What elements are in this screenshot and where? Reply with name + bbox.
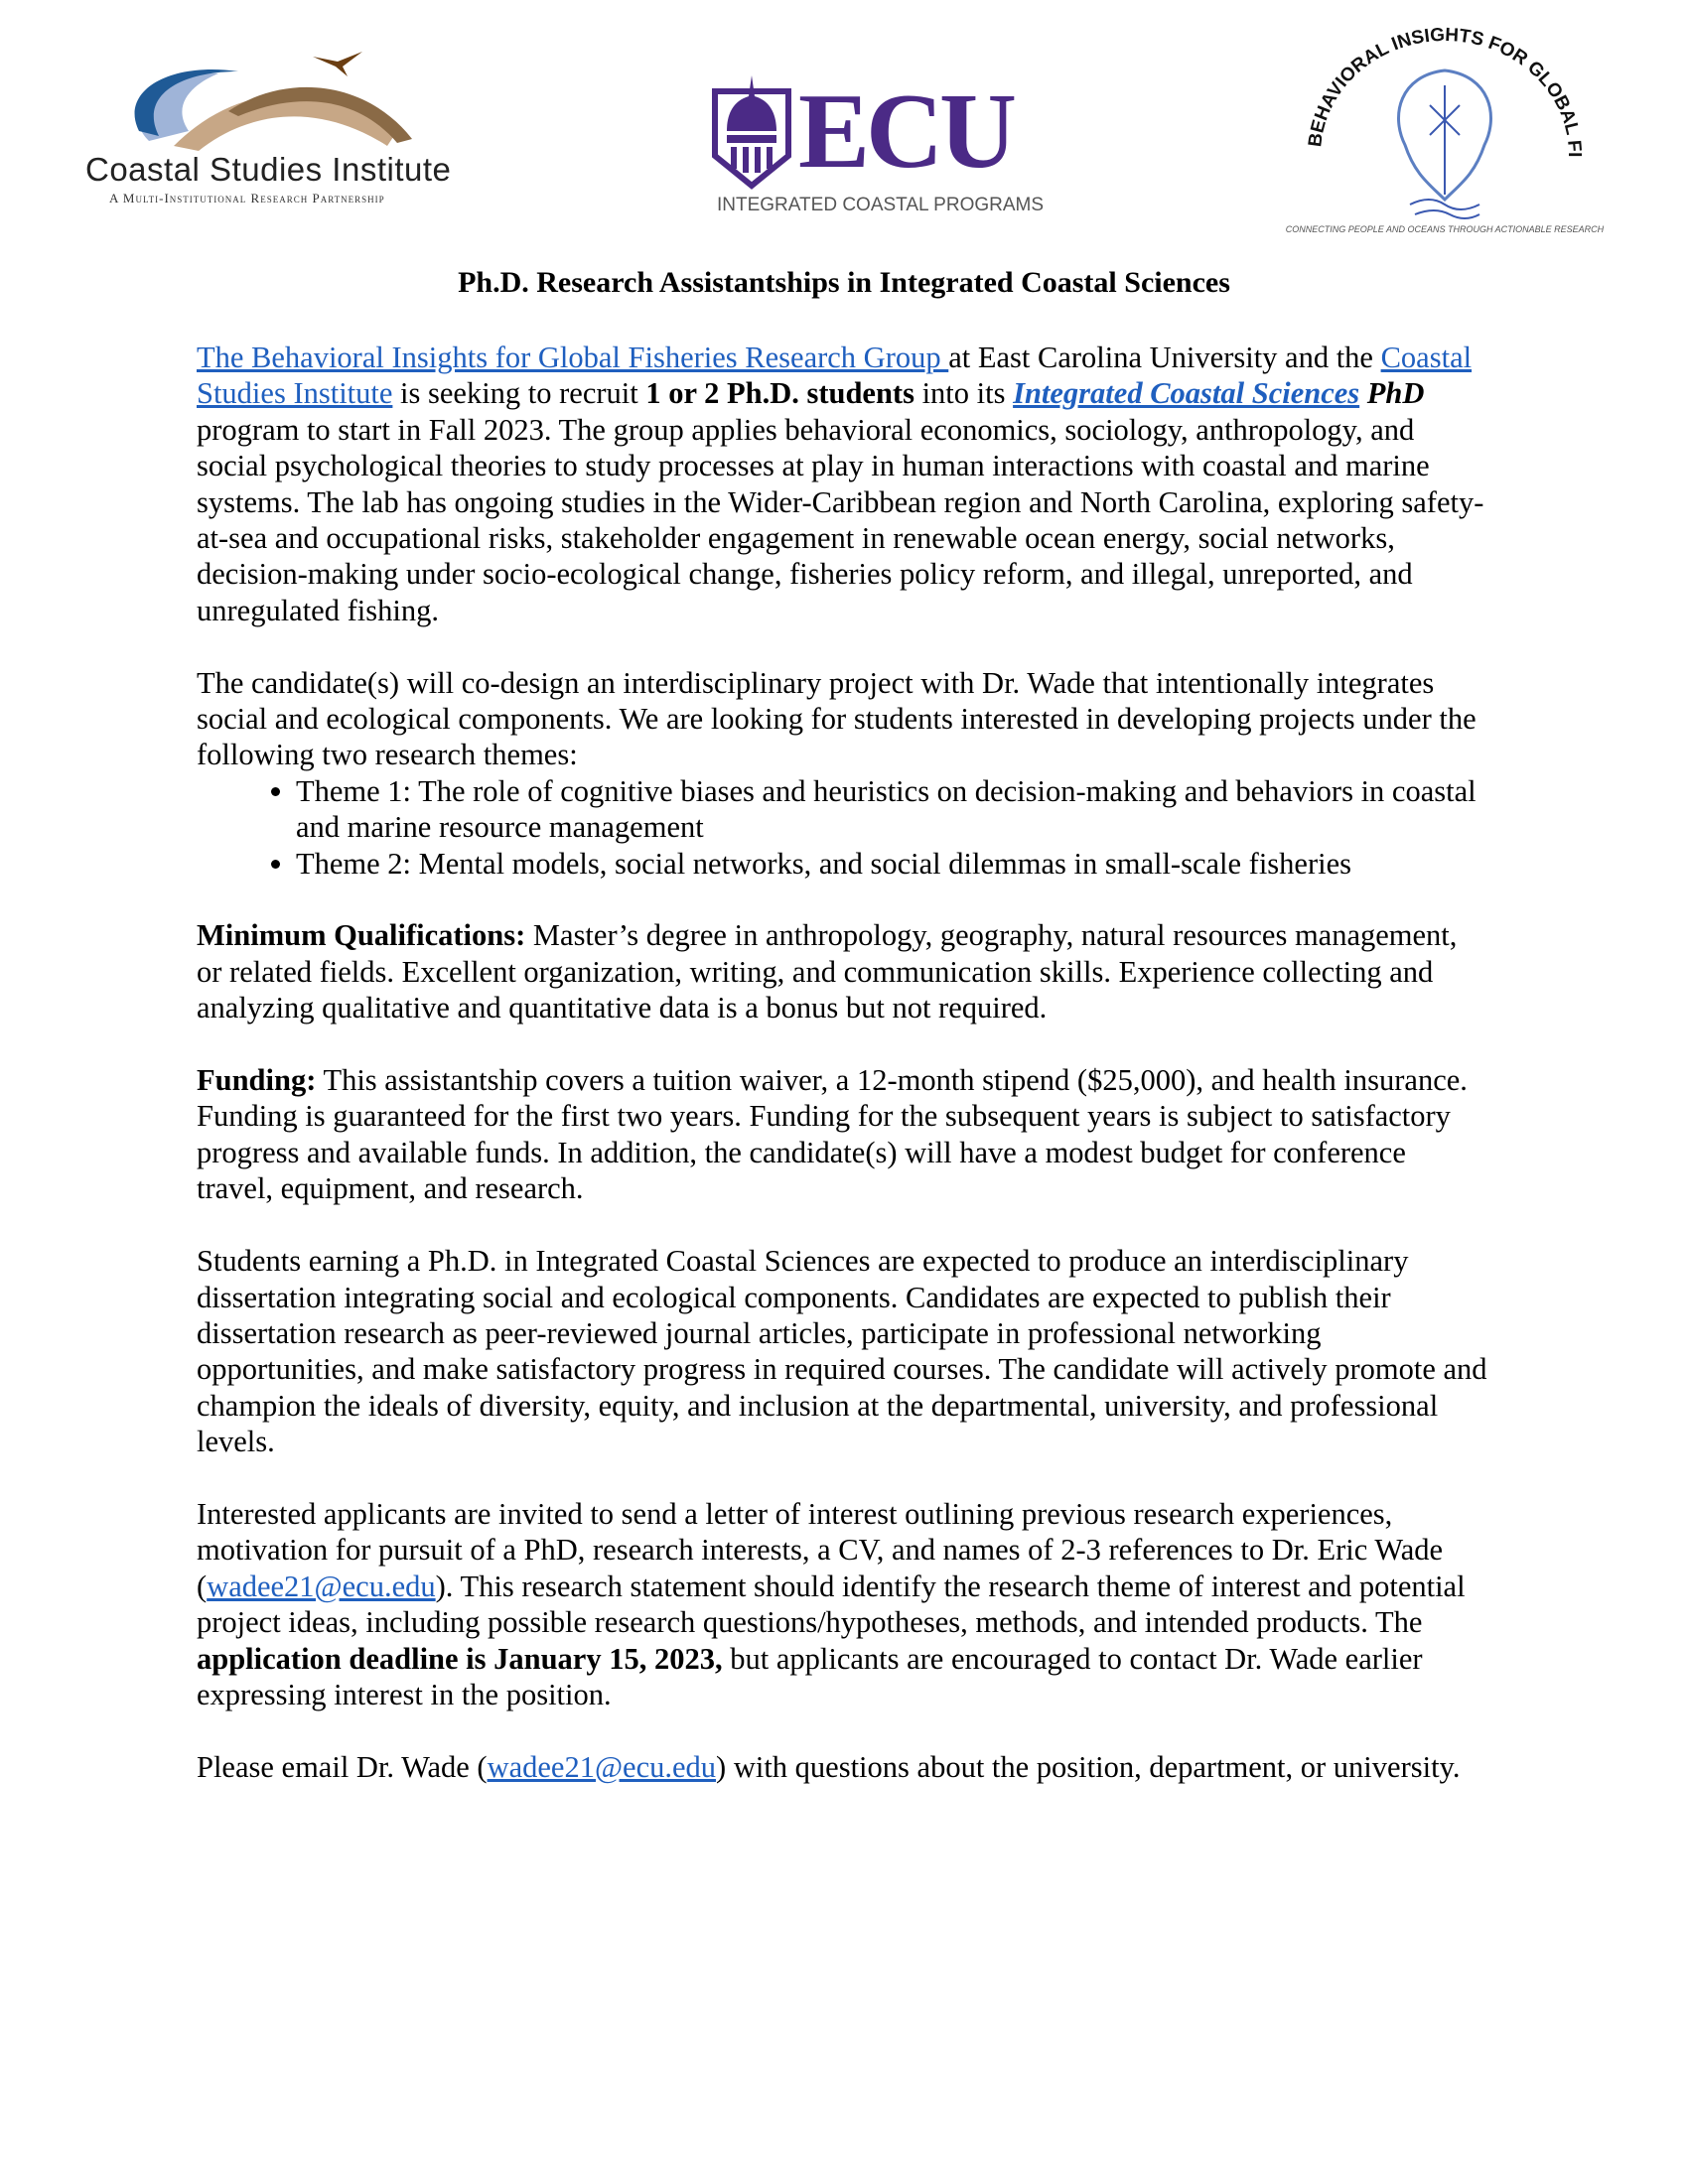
application-paragraph: [197, 1496, 1487, 1712]
deadline: application deadline is January 15, 2023,: [197, 1641, 723, 1676]
csi-name: Coastal Studies Institute: [85, 151, 452, 188]
ecu-subtitle: INTEGRATED COASTAL PROGRAMS: [717, 195, 1045, 215]
funding-paragraph: [197, 1062, 1487, 1207]
intro-text: is seeking to recruit: [392, 376, 646, 411]
application-text: Interested applicants are invited to send a letter of interest outlining previous research experiences, motivation for pursuit of a PhD, research interests, a CV, and names of 2-3 references to Dr. Eric Wade (: [197, 1496, 1444, 1603]
application-text: but applicants are encouraged to contact Dr. Wade earlier expressing interest in the position.: [197, 1641, 1423, 1711]
intro-text: program to start in Fall 2023. The group applies behavioral economics, sociology, anthropology, and social psychological theories to study processes at play in human interactions with coastal and marine systems. The lab has ongoing studies in the Wider-Caribbean region and North Carolina, exploring safety-at-sea and occupational risks, stakeholder engagement in renewable ocean energy, social networks, decision-making under socio-ecological change, fisheries policy reform, and illegal, unreported, and unregulated fishing.: [197, 412, 1484, 627]
ics-program-link[interactable]: Integrated Coastal Sciences: [1013, 376, 1360, 411]
student-count: 1 or 2 Ph.D. students: [645, 376, 914, 411]
expectations-paragraph: Students earning a Ph.D. in Integrated Coastal Sciences are expected to produce an interdisciplinary dissertation integrating social and ecological components. Candidates are expected to publish their dissertation research as peer-reviewed journal articles, participate in professional networking opportunities, and make satisfactory progress in required courses. The candidate will actively promote and champion the ideals of diversity, equity, and inclusion at the departmental, university, and professional levels.: [197, 1244, 1487, 1459]
contact-paragraph: [197, 1749, 1487, 1785]
contact-text: Please email Dr. Wade (: [197, 1749, 488, 1784]
email-link[interactable]: wadee21@ecu.edu: [487, 1749, 717, 1784]
svg-text:BEHAVIORAL INSIGHTS FOR GLOBAL: BEHAVIORAL INSIGHTS FOR GLOBAL FI: [1305, 26, 1586, 158]
document-body: [197, 340, 1487, 1822]
email-link[interactable]: wadee21@ecu.edu: [207, 1569, 436, 1603]
qualifications-label: Minimum Qualifications:: [197, 918, 526, 953]
coastal-studies-institute-logo: [79, 52, 496, 210]
csi-subtitle: A Multi-Institutional Research Partnership: [109, 191, 385, 205]
wave-bird-icon: [79, 52, 496, 161]
ecu-logo: [707, 71, 1064, 225]
intro-paragraph: [197, 340, 1487, 628]
themes-intro: The candidate(s) will co-design an interdisciplinary project with Dr. Wade that intentionally integrates social and ecological components. We are looking for students interested in developing projects under the following two research themes:: [197, 665, 1477, 772]
intro-text: at East Carolina University and the: [948, 341, 1381, 374]
theme-item: • Theme 2: Mental models, social networks, and social dilemmas in small-scale fisheries: [296, 846, 1487, 882]
phd-label: PhD: [1359, 376, 1425, 411]
contact-text: ) with questions about the position, department, or university.: [716, 1749, 1461, 1784]
bigf-tagline: CONNECTING PEOPLE AND OCEANS THROUGH ACTIONABLE RESEARCH: [1285, 224, 1605, 234]
intro-text: into its: [914, 376, 1014, 411]
bigf-emblem-icon: [1281, 26, 1609, 224]
theme-item: • Theme 1: The role of cognitive biases and heuristics on decision-making and behaviors in coastal and marine resource management: [296, 773, 1487, 846]
csi-link[interactable]: Coastal Studies Institute: [197, 341, 1473, 411]
themes-list: [197, 773, 1487, 882]
application-text: ). This research statement should identify the research theme of interest and potential project ideas, including possible research questions/hypotheses, methods, and intended products. The: [197, 1569, 1466, 1640]
bigf-group-link[interactable]: The Behavioral Insights for Global Fisheries Research Group: [197, 341, 949, 374]
funding-label: Funding:: [197, 1063, 317, 1098]
bigf-logo: [1281, 26, 1609, 244]
ecu-cupola-shield-icon: [707, 71, 796, 191]
funding-text: This assistantship covers a tuition waiver, a 12-month stipend ($25,000), and health insurance. Funding is guaranteed for the first two years. Funding for the subsequent years is subject to satisfactory progress and available funds. In addition, the candidate(s) will have a modest budget for conference travel, equipment, and research.: [197, 1063, 1468, 1206]
qualifications-paragraph: [197, 917, 1487, 1025]
page-title: Ph.D. Research Assistantships in Integrated Coastal Sciences: [458, 266, 1230, 299]
ecu-wordmark: ECU: [798, 72, 1014, 191]
qualifications-text: Master’s degree in anthropology, geography, natural resources management, or related fields. Excellent organization, writing, and communication skills. Experience collecting and analyzing qualitative and quantitative data is a bonus but not required.: [197, 918, 1458, 1025]
